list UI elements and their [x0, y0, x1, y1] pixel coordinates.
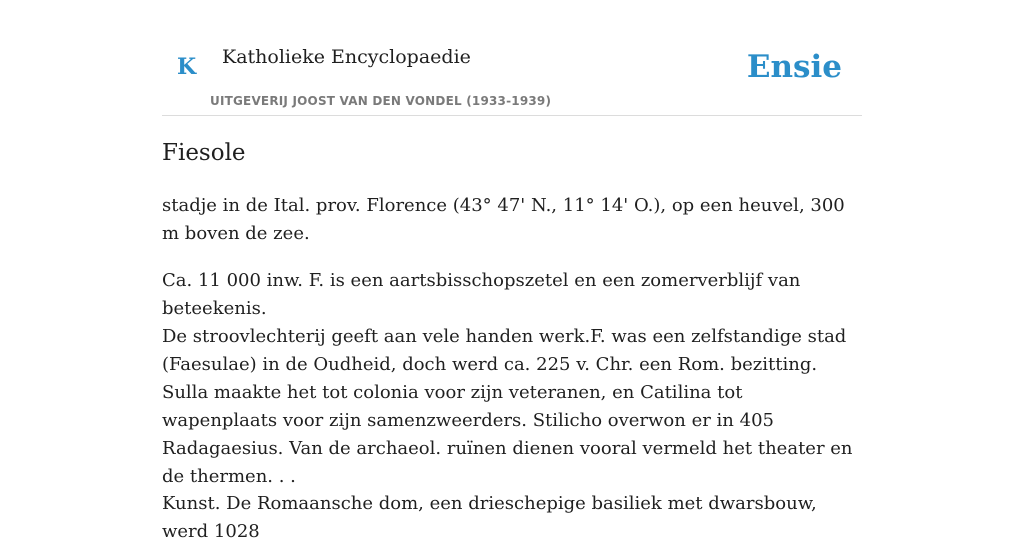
article-paragraph: De stroovlechterij geeft aan vele handen werk.F. was een zelfstandige stad (Faesulae) in de Oudheid, doch werd ca. 225 v. Chr. een Rom. bezitting. Sulla maakte het tot colonia voor zijn veteranen, en Catilina tot wapenplaats voor zijn samenzweerders. Stilicho overwon er in 405 Radagaesius. Van de archaeol. ruïnen dienen vooral vermeld het theater en de thermen. . .: [162, 326, 853, 487]
ensie-brand-logo[interactable]: Ensie: [746, 49, 842, 85]
site-title[interactable]: Katholieke Encyclopaedie: [222, 46, 471, 68]
article-paragraph: stadje in de Ital. prov. Florence (43° 47' N., 11° 14' O.), op een heuvel, 300 m boven de zee.: [162, 195, 845, 244]
article-title: Fiesole: [162, 140, 246, 166]
article-paragraph: Kunst. De Romaansche dom, een drieschepige basiliek met dwarsbouw, werd 1028: [162, 493, 817, 542]
site-header: [162, 0, 862, 116]
publisher-subtitle: UITGEVERIJ JOOST VAN DEN VONDEL (1933-1939): [210, 94, 552, 108]
site-logo[interactable]: K: [177, 54, 197, 80]
page-container: [162, 0, 862, 542]
article-paragraph: Ca. 11 000 inw. F. is een aartsbisschopszetel en een zomerverblijf van beteekenis.: [162, 270, 801, 319]
